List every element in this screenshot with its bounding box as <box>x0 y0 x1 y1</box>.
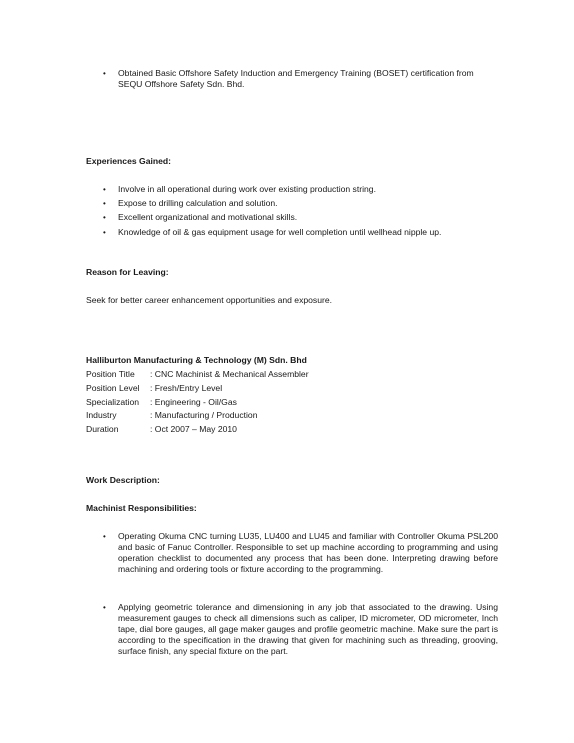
bullet-icon: • <box>103 213 106 222</box>
field-label: Position Level <box>86 383 140 393</box>
bullet-icon: • <box>103 603 106 612</box>
employer-name: Halliburton Manufacturing & Technology (M) Sdn. Bhd <box>86 355 307 365</box>
field-value: : Oct 2007 – May 2010 <box>150 424 237 434</box>
field-value: : CNC Machinist & Mechanical Assembler <box>150 369 309 379</box>
field-value: : Manufacturing / Production <box>150 410 258 420</box>
work-heading: Work Description: <box>86 475 160 485</box>
experiences-heading: Experiences Gained: <box>86 156 172 166</box>
experience-text: Knowledge of oil & gas equipment usage for well completion until wellhead nipple up. <box>118 227 442 237</box>
field-label: Industry <box>86 410 117 420</box>
experience-text: Excellent organizational and motivational skills. <box>118 212 298 222</box>
field-label: Duration <box>86 424 119 434</box>
field-label: Position Title <box>86 369 135 379</box>
reason-text: Seek for better career enhancement opportunities and exposure. <box>86 295 333 305</box>
bullet-icon: • <box>103 228 106 237</box>
reason-heading: Reason for Leaving: <box>86 267 169 277</box>
bullet-icon: • <box>103 532 106 541</box>
bullet-icon: • <box>103 69 106 78</box>
machinist-heading: Machinist Responsibilities: <box>86 503 197 513</box>
responsibility-text: Applying geometric tolerance and dimensioning in any job that associated to the drawing. Using measurement gauges to check all dimensions such as caliper, ID micrometer, OD micrometer, Inch tape, dial bore gauges, all gage maker gauges and profile geometric machine. Make sure the part is according to the specification in the drawing that given for machining such as threading, grooving, surface finish, any special fixture on the part. <box>118 602 498 656</box>
field-value: : Fresh/Entry Level <box>150 383 223 393</box>
certification-text: Obtained Basic Offshore Safety Induction and Emergency Training (BOSET) certification from SEQU Offshore Safety Sdn. Bhd. <box>118 68 474 89</box>
experience-text: Expose to drilling calculation and solution. <box>118 198 278 208</box>
responsibility-text: Operating Okuma CNC turning LU35, LU400 and LU45 and familiar with Controller Okuma PSL200 and basic of Fanuc Controller. Responsible to set up machine according to programming and using operation checklist to documented any process that has been done. Interpreting drawing before machining and ordering tools or fixture according to the programming. <box>118 531 498 574</box>
field-value: : Engineering - Oil/Gas <box>150 397 237 407</box>
bullet-icon: • <box>103 185 106 194</box>
field-label: Specialization <box>86 397 140 407</box>
bullet-icon: • <box>103 199 106 208</box>
experience-text: Involve in all operational during work over existing production string. <box>118 184 376 194</box>
